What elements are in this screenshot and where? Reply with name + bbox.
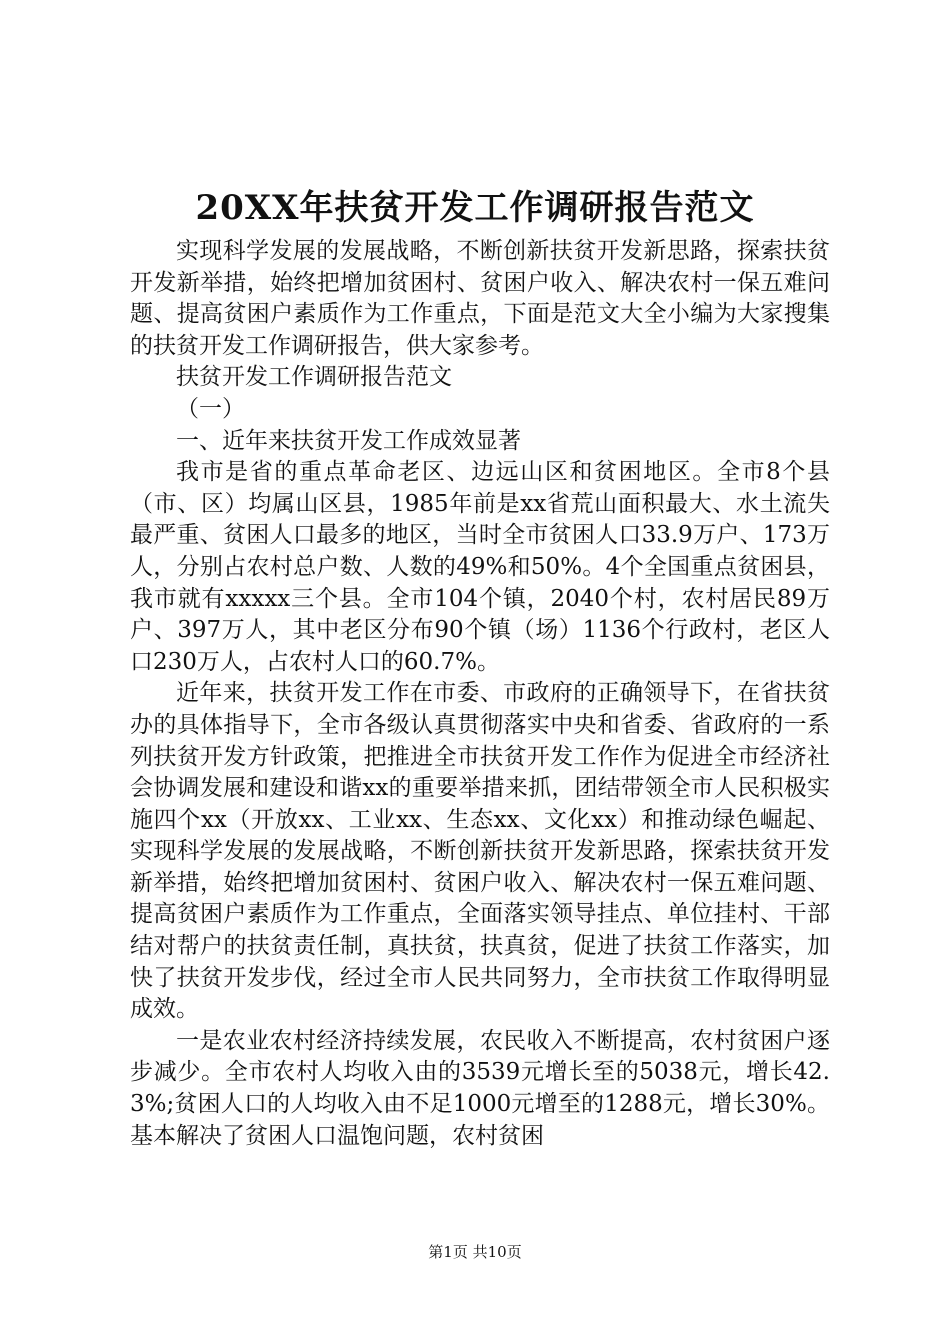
document-body (130, 236, 830, 1152)
paragraph-2: 近年来，扶贫开发工作在市委、市政府的正确领导下，在省扶贫办的具体指导下，全市各级认真贯彻落实中央和省委、省政府的一系列扶贫开发方针政策，把推进全市扶贫开发工作作为促进全市经济社会协调发展和建设和谐xx的重要举措来抓，团结带领全市人民积极实施四个xx（开放xx、工业xx、生态xx、文化xx）和推动绿色崛起、实现科学发展的发展战略，不断创新扶贫开发新思路，探索扶贫开发新举措，始终把增加贫困村、贫困户收入、解决农村一保五难问题、提高贫困户素质作为工作重点，全面落实领导挂点、单位挂村、干部结对帮户的扶贫责任制，真扶贫，扶真贫，促进了扶贫工作落实，加快了扶贫开发步伐，经过全市人民共同努力，全市扶贫工作取得明显成效。 (130, 680, 830, 1023)
paragraph-3: 一是农业农村经济持续发展，农民收入不断提高，农村贫困户逐步减少。全市农村人均收入由的3539元增长至的5038元，增长42.3%;贫困人口的人均收入由不足1000元增至的1288元，增长30%。基本解决了贫困人口温饱问题，农村贫困 (130, 1027, 830, 1149)
section-heading: 一、近年来扶贫开发工作成效显著 (176, 427, 521, 454)
document-title: 20XX年扶贫开发工作调研报告范文 (195, 188, 755, 228)
subtitle-line: 扶贫开发工作调研报告范文 (176, 364, 452, 391)
intro-paragraph: 实现科学发展的发展战略，不断创新扶贫开发新思路，探索扶贫开发新举措，始终把增加贫困村、贫困户收入、解决农村一保五难问题、提高贫困户素质作为工作重点，下面是范文大全小编为大家搜集的扶贫开发工作调研报告，供大家参考。 (130, 238, 830, 359)
part-number: （一） (176, 395, 245, 422)
paragraph-1: 我市是省的重点革命老区、边远山区和贫困地区。全市8个县（市、区）均属山区县，1985年前是xx省荒山面积最大、水土流失最严重、贫困人口最多的地区，当时全市贫困人口33.9万户、173万人，分别占农村总户数、人数的49%和50%。4个全国重点贫困县，我市就有xxxxx三个县。全市104个镇，2040个村，农村居民89万户、397万人，其中老区分布90个镇（场）1136个行政村，老区人口230万人，占农村人口的60.7%。 (130, 459, 830, 675)
page-footer: 第1页 共10页 (428, 1243, 522, 1261)
